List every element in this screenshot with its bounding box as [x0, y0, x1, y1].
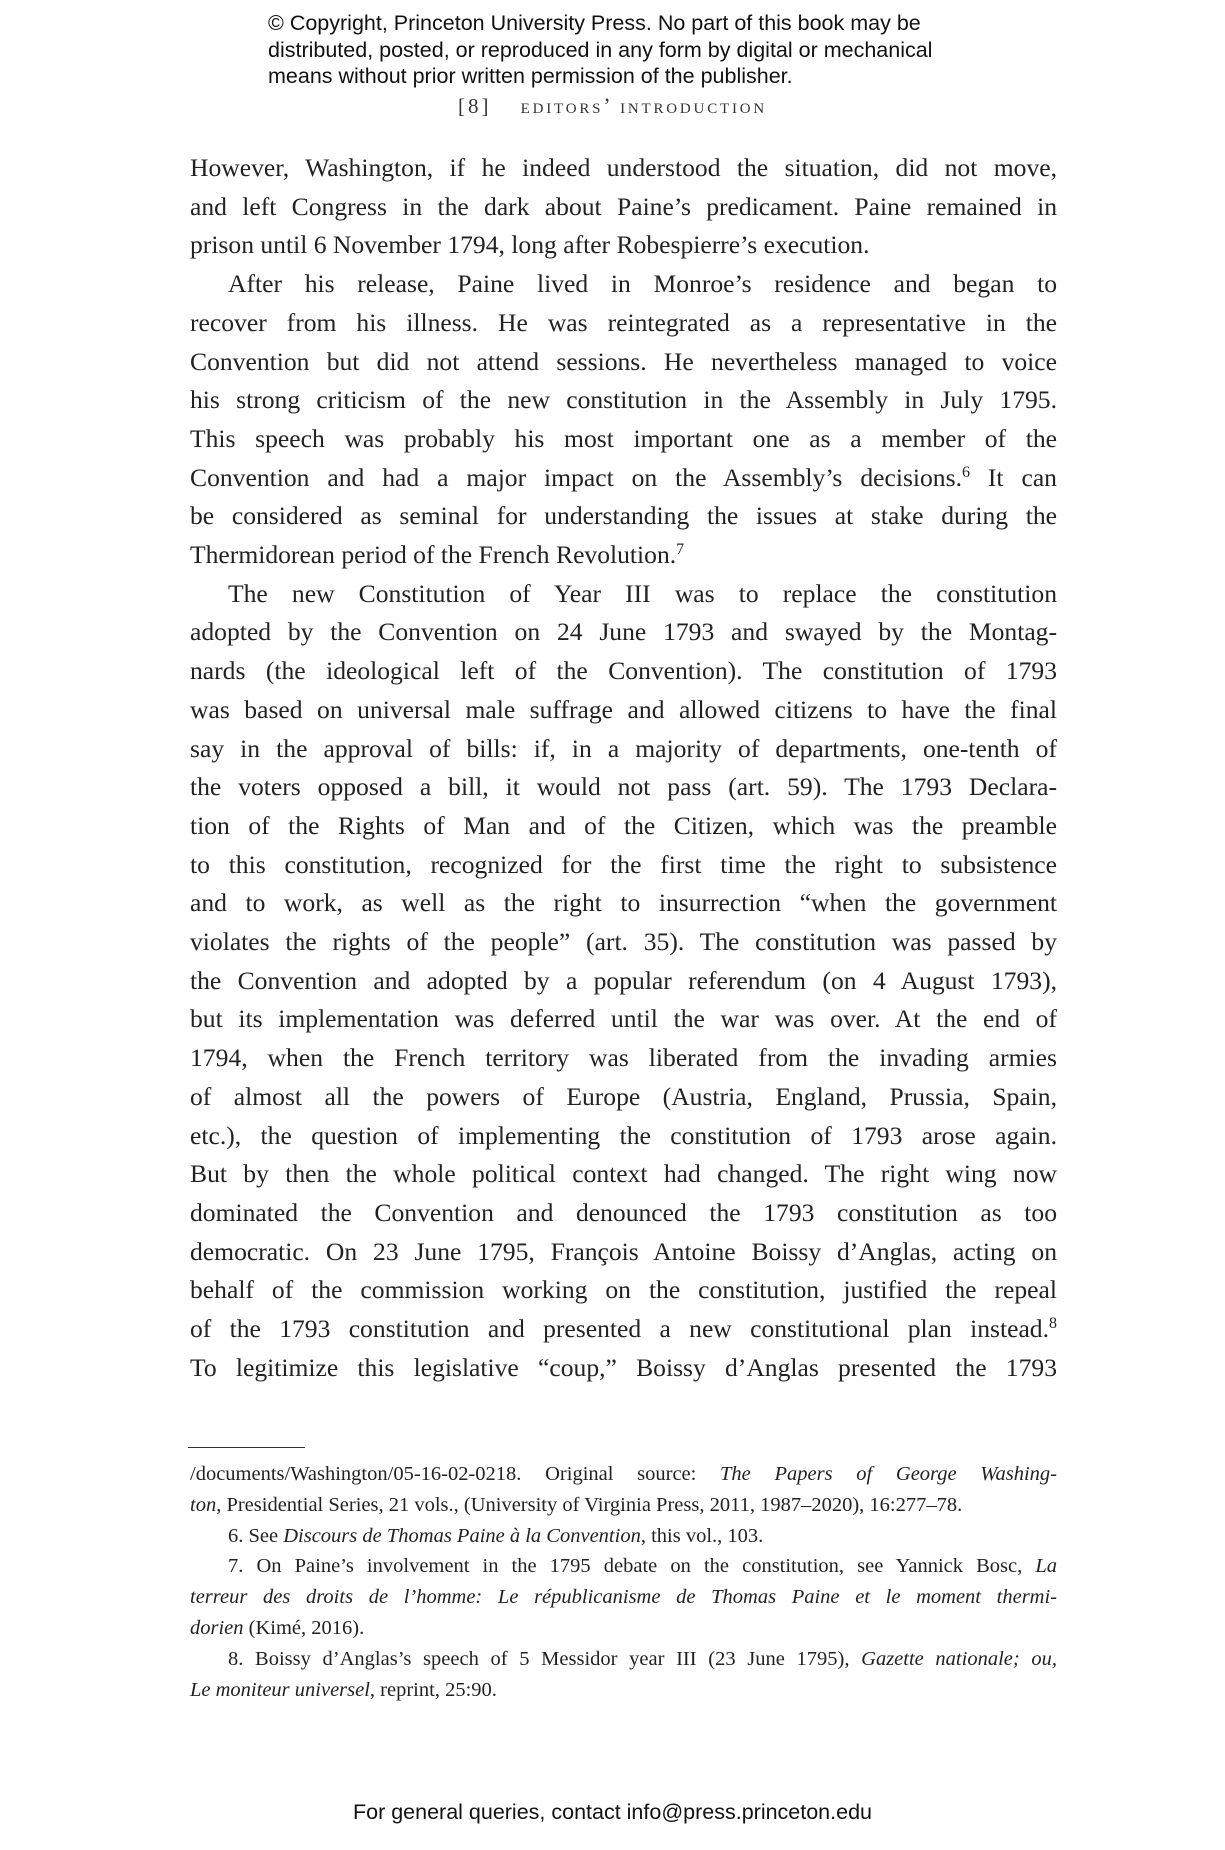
footnotes	[190, 1459, 1057, 1705]
text-line: This speech was probably his most important one as a member of the	[190, 423, 1057, 453]
text-line: of almost all the powers of Europe (Austria, England, Prussia, Spain,	[190, 1081, 1057, 1111]
footnote-8-line	[190, 1675, 1057, 1706]
footnote-title: ton	[190, 1493, 217, 1516]
copyright-notice	[268, 10, 968, 90]
text-line: But by then the whole political context had changed. The right wing now	[190, 1159, 1057, 1189]
footnote-title: The Papers of George Washing-	[720, 1463, 1057, 1485]
footnote-marker-8[interactable]: 8	[1049, 1315, 1057, 1333]
running-head	[0, 93, 1225, 119]
text-line: and left Congress in the dark about Paine’s predicament. Paine remained in	[190, 191, 1057, 221]
text-fragment: of the 1793 constitution and presented a new constitutional plan instead.	[190, 1314, 1049, 1344]
text-line: prison until 6 November 1794, long after Robespierre’s execution.	[190, 230, 870, 260]
body-text	[190, 149, 1057, 1388]
text-line: recover from his illness. He was reintegrated as a representative in the	[190, 307, 1057, 337]
text-line: Convention but did not attend sessions. He nevertheless managed to voice	[190, 346, 1057, 376]
text-line: and to work, as well as the right to insurrection “when the government	[190, 888, 1057, 918]
text-line: 1794, when the French territory was liberated from the invading armies	[190, 1043, 1057, 1073]
footnote-divider	[188, 1447, 305, 1448]
footnote-title: La	[1035, 1555, 1057, 1578]
text-line: etc.), the question of implementing the constitution of 1793 arose again.	[190, 1120, 1057, 1150]
footnote-title: Gazette nationale; ou,	[861, 1647, 1057, 1670]
page-number: [8]	[457, 94, 492, 118]
text-line: violates the rights of the people” (art. 35). The constitution was passed by	[190, 927, 1057, 957]
copyright-line: distributed, posted, or reproduced in any form by digital or mechanical	[268, 37, 933, 62]
text-line: was based on universal male suffrage and allowed citizens to have the final	[190, 694, 1057, 724]
footnote-text: (Kimé, 2016).	[243, 1616, 365, 1639]
text-line: the voters opposed a bill, it would not pass (art. 59). The 1793 Declara-	[190, 772, 1057, 802]
footnote-text: , Presidential Series, 21 vols., (University of Virginia Press, 2011, 1987–2020), 16:277–78.	[216, 1493, 963, 1516]
footnote-title: Discours de Thomas Paine à la Convention	[283, 1524, 641, 1547]
footnote-6	[190, 1521, 1057, 1552]
footnote-text: , this vol., 103.	[640, 1524, 764, 1547]
footnote-text: 8. Boissy d’Anglas’s speech of 5 Messidor year III (23 June 1795),	[228, 1647, 862, 1670]
paragraph-2	[190, 265, 1057, 575]
footnote-text: , reprint, 25:90.	[369, 1678, 497, 1701]
copyright-line: means without prior written permission of the publisher.	[268, 64, 793, 88]
footnote-8	[190, 1644, 1057, 1675]
text-line-with-note	[190, 459, 1057, 498]
text-fragment: Thermidorean period of the French Revolution.	[190, 540, 677, 570]
text-line: However, Washington, if he indeed understood the situation, did not move,	[190, 153, 1057, 182]
running-title: editors’ introduction	[520, 93, 768, 118]
copyright-line: © Copyright, Princeton University Press. No part of this book may be	[268, 11, 921, 35]
contact-footer: For general queries, contact info@press.princeton.edu	[352, 1800, 872, 1824]
footnote-7-line	[190, 1582, 1057, 1613]
text-line: to this constitution, recognized for the first time the right to subsistence	[190, 849, 1057, 879]
footnote-title: dorien	[190, 1616, 244, 1639]
text-fragment: It can	[969, 462, 1057, 492]
footnote-title: terreur des droits de l’homme: Le républicanisme de Thomas Paine et le moment thermi-	[190, 1586, 1057, 1609]
footnote-continued-line	[190, 1459, 1057, 1490]
footnote-7	[190, 1551, 1057, 1582]
text-line: democratic. On 23 June 1795, François Antoine Boissy d’Anglas, acting on	[190, 1236, 1057, 1266]
text-line: but its implementation was deferred until the war was over. At the end of	[190, 1004, 1057, 1034]
footnote-text: 6. See	[228, 1524, 284, 1547]
text-line: say in the approval of bills: if, in a majority of departments, one-tenth of	[190, 733, 1057, 763]
text-line: behalf of the commission working on the constitution, justified the repeal	[190, 1275, 1057, 1305]
text-line: his strong criticism of the new constitution in the Assembly in July 1795.	[190, 385, 1057, 415]
footnote-text: 7. On Paine’s involvement in the 1795 debate on the constitution, see Yannick Bosc,	[228, 1555, 1036, 1578]
text-line: nards (the ideological left of the Convention). The constitution of 1793	[190, 656, 1057, 686]
footnote-text: /documents/Washington/05-16-02-0218. Original source:	[190, 1463, 721, 1485]
text-line: After his release, Paine lived in Monroe’s residence and began to	[228, 269, 1057, 299]
footnote-marker-7[interactable]: 7	[676, 541, 685, 559]
text-line: dominated the Convention and denounced the 1793 constitution as too	[190, 1197, 1057, 1227]
footnote-marker-6[interactable]: 6	[961, 463, 970, 481]
text-line: To legitimize this legislative “coup,” Boissy d’Anglas presented the 1793	[190, 1352, 1057, 1382]
text-line: the Convention and adopted by a popular referendum (on 4 August 1793),	[190, 965, 1057, 995]
paragraph-1	[190, 149, 1057, 265]
text-line: adopted by the Convention on 24 June 1793 and swayed by the Montag-	[190, 617, 1057, 647]
paragraph-3	[190, 575, 1057, 1388]
text-line: tion of the Rights of Man and of the Citizen, which was the preamble	[190, 810, 1057, 840]
text-line: be considered as seminal for understanding the issues at stake during the	[190, 501, 1057, 531]
footnote-7-line	[190, 1613, 1057, 1644]
text-line: The new Constitution of Year III was to replace the constitution	[228, 578, 1057, 608]
footnote-title: Le moniteur universel	[190, 1678, 370, 1701]
text-line-with-note	[190, 1310, 1057, 1349]
footnote-continued-line	[190, 1490, 1057, 1521]
text-fragment: Convention and had a major impact on the Assembly’s decisions.	[190, 462, 962, 492]
text-line-with-note	[190, 536, 1057, 575]
